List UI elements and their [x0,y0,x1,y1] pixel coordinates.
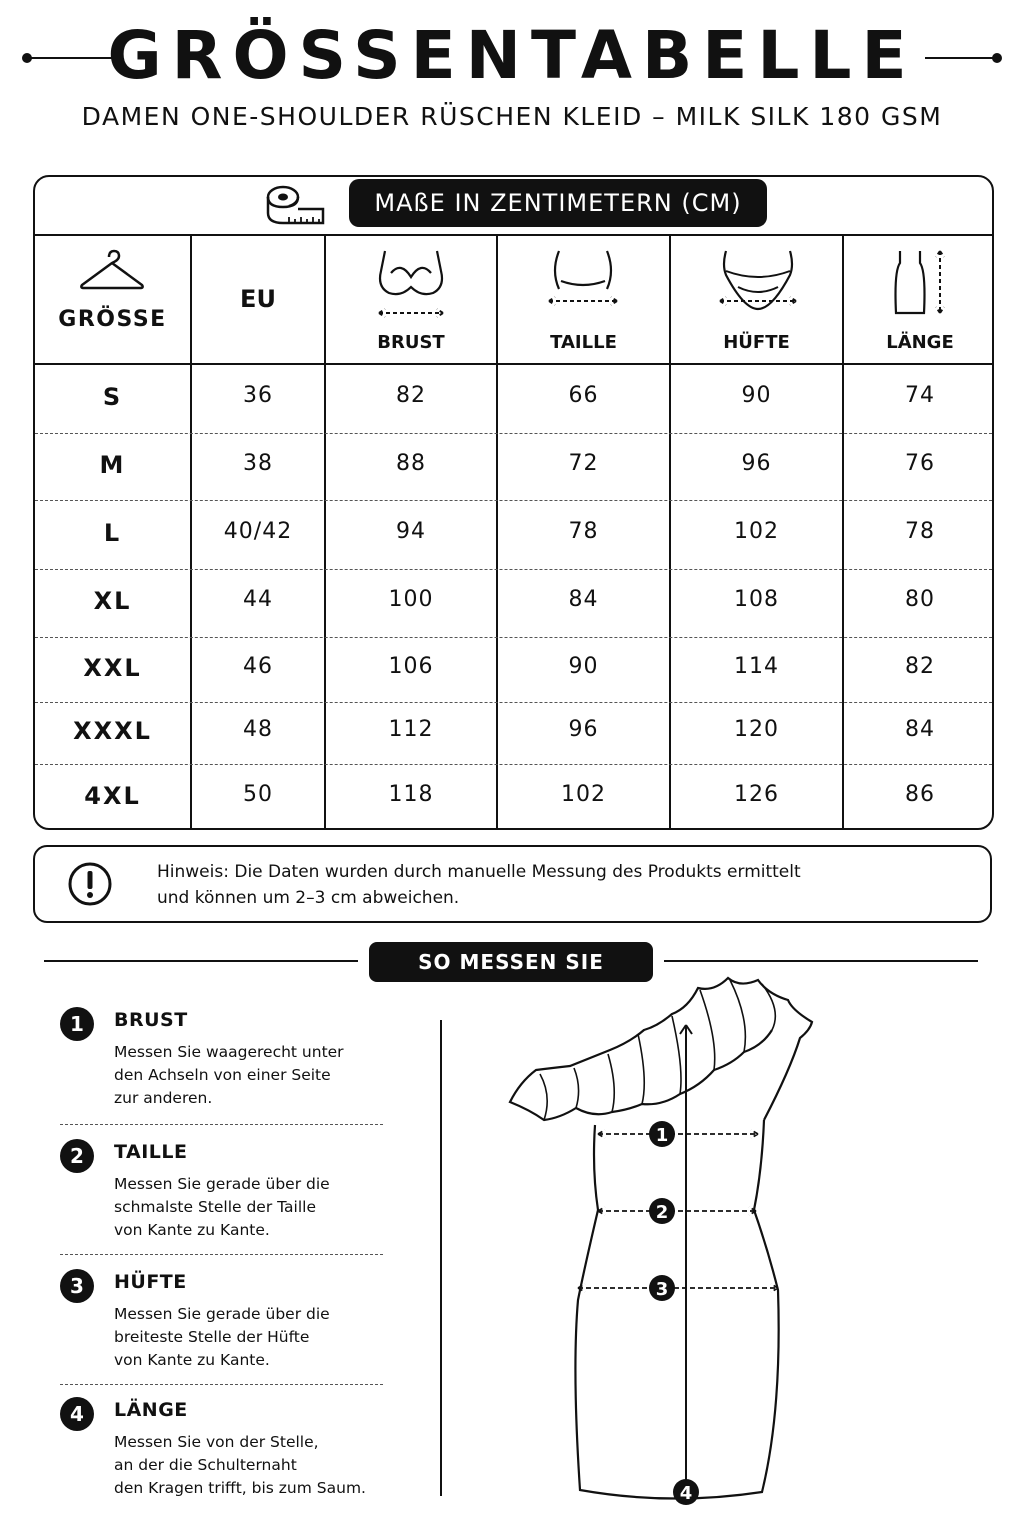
header-bottom-line [35,363,992,365]
step-line: breiteste Stelle der Hüfte [114,1328,310,1346]
howto-rule-left [44,960,358,962]
row-separator [35,569,992,570]
cell-brust: 112 [388,717,434,742]
cell-eu: 36 [243,383,273,408]
note-text [157,859,957,911]
hip-icon [718,249,798,315]
note-box [33,845,992,923]
cell-taille: 66 [568,383,599,408]
step-description [114,1431,384,1500]
waist-icon [547,249,619,311]
cell-size: S [102,383,123,411]
dress-marker-3 [649,1275,675,1301]
cell-size: XL [93,587,132,615]
cell-laenge: 76 [905,450,935,476]
table-top-line [35,234,992,236]
col-header-taille: TAILLE [550,332,617,353]
step-number: 4 [60,1397,94,1431]
cell-huefte: 126 [734,782,779,807]
howto-title: SO MESSEN SIE RICHTIG [369,942,653,982]
step-line: Messen Sie gerade über die [114,1175,330,1193]
cell-laenge: 84 [905,717,935,742]
cell-taille: 96 [568,717,599,742]
cell-huefte: 108 [734,587,779,612]
cell-brust: 88 [396,450,426,476]
step-description [114,1173,384,1242]
step-title: LÄNGE [114,1399,188,1421]
cell-huefte: 102 [734,518,779,544]
step-number: 2 [60,1139,94,1173]
step-title: HÜFTE [114,1271,187,1293]
cell-brust: 94 [396,518,426,544]
step-number: 1 [60,1007,94,1041]
page-subtitle: DAMEN ONE-SHOULDER RÜSCHEN KLEID – MILK SILK 180 GSM [81,102,943,131]
warning-icon [67,861,113,907]
dress-marker-label: 1 [655,1125,669,1146]
dress-marker-label: 4 [679,1483,693,1504]
col-header-huefte: HÜFTE [723,332,790,353]
cell-laenge: 80 [905,587,935,612]
step-line: zur anderen. [114,1089,213,1107]
cell-taille: 72 [568,450,599,476]
step-title: BRUST [114,1009,188,1031]
cell-brust: 100 [388,587,434,612]
col-header-brust: BRUST [377,332,445,353]
step-line: schmalste Stelle der Taille [114,1198,316,1216]
page-title: GRÖSSENTABELLE [107,17,917,94]
step-line: von Kante zu Kante. [114,1351,270,1369]
cell-size: M [99,450,126,479]
hanger-icon [79,249,145,293]
col-header-size: GRÖSSE [58,307,167,332]
step-line: Messen Sie waagerecht unter [114,1043,344,1061]
dress-marker-label: 2 [655,1202,669,1223]
row-separator [35,637,992,638]
vertical-divider [440,1020,442,1496]
step-line: Messen Sie von der Stelle, [114,1433,319,1451]
cell-size: 4XL [84,782,141,810]
row-separator [35,433,992,434]
note-line-1: Hinweis: Die Daten wurden durch manuelle Messung des Produkts ermittelt [157,862,801,882]
cell-laenge: 74 [905,383,935,408]
cell-brust: 82 [396,383,426,408]
cell-eu: 44 [243,587,273,612]
step-line: von Kante zu Kante. [114,1221,270,1239]
cell-brust: 118 [388,782,434,807]
row-separator [35,702,992,703]
cell-taille: 78 [568,518,599,544]
col-header-eu: EU [240,285,276,313]
cell-laenge: 86 [905,782,935,807]
cell-eu: 38 [243,450,273,476]
step-line: den Kragen trifft, bis zum Saum. [114,1479,366,1497]
cell-laenge: 82 [905,653,935,679]
step-separator [60,1124,383,1125]
dress-length-icon [890,247,954,317]
step-description [114,1303,384,1372]
cell-huefte: 114 [734,653,779,679]
col-header-laenge: LÄNGE [886,332,954,353]
step-separator [60,1384,383,1385]
cell-brust: 106 [388,653,434,679]
cell-laenge: 78 [905,518,935,544]
row-separator [35,764,992,765]
cell-eu: 46 [243,653,273,679]
step-line: an der die Schulternaht [114,1456,297,1474]
cell-taille: 102 [561,782,606,807]
note-line-2: und können um 2–3 cm abweichen. [157,888,460,908]
dress-marker-4 [673,1479,699,1505]
step-line: den Achseln von einer Seite [114,1066,331,1084]
cell-eu: 48 [243,717,273,742]
cell-huefte: 120 [734,717,779,742]
dress-marker-2 [649,1198,675,1224]
howto-rule-right [664,960,978,962]
cell-size: XXXL [73,717,152,745]
unit-label: MAßE IN ZENTIMETERN (CM) [349,179,767,227]
step-separator [60,1254,383,1255]
bust-icon [375,247,447,319]
step-line: Messen Sie gerade über die [114,1305,330,1323]
step-description [114,1041,384,1110]
dress-marker-1 [649,1121,675,1147]
dress-marker-label: 3 [655,1279,669,1300]
step-title: TAILLE [114,1141,188,1163]
cell-huefte: 96 [741,450,772,476]
cell-taille: 90 [568,653,599,679]
cell-size: L [103,518,122,547]
row-separator [35,500,992,501]
cell-taille: 84 [568,587,599,612]
dress-illustration [500,970,830,1515]
cell-eu: 40/42 [223,518,293,544]
size-table [33,175,994,830]
cell-eu: 50 [243,782,273,807]
step-number: 3 [60,1269,94,1303]
cell-huefte: 90 [741,383,772,408]
cell-size: XXL [83,653,142,682]
measuring-tape-icon [265,183,325,227]
